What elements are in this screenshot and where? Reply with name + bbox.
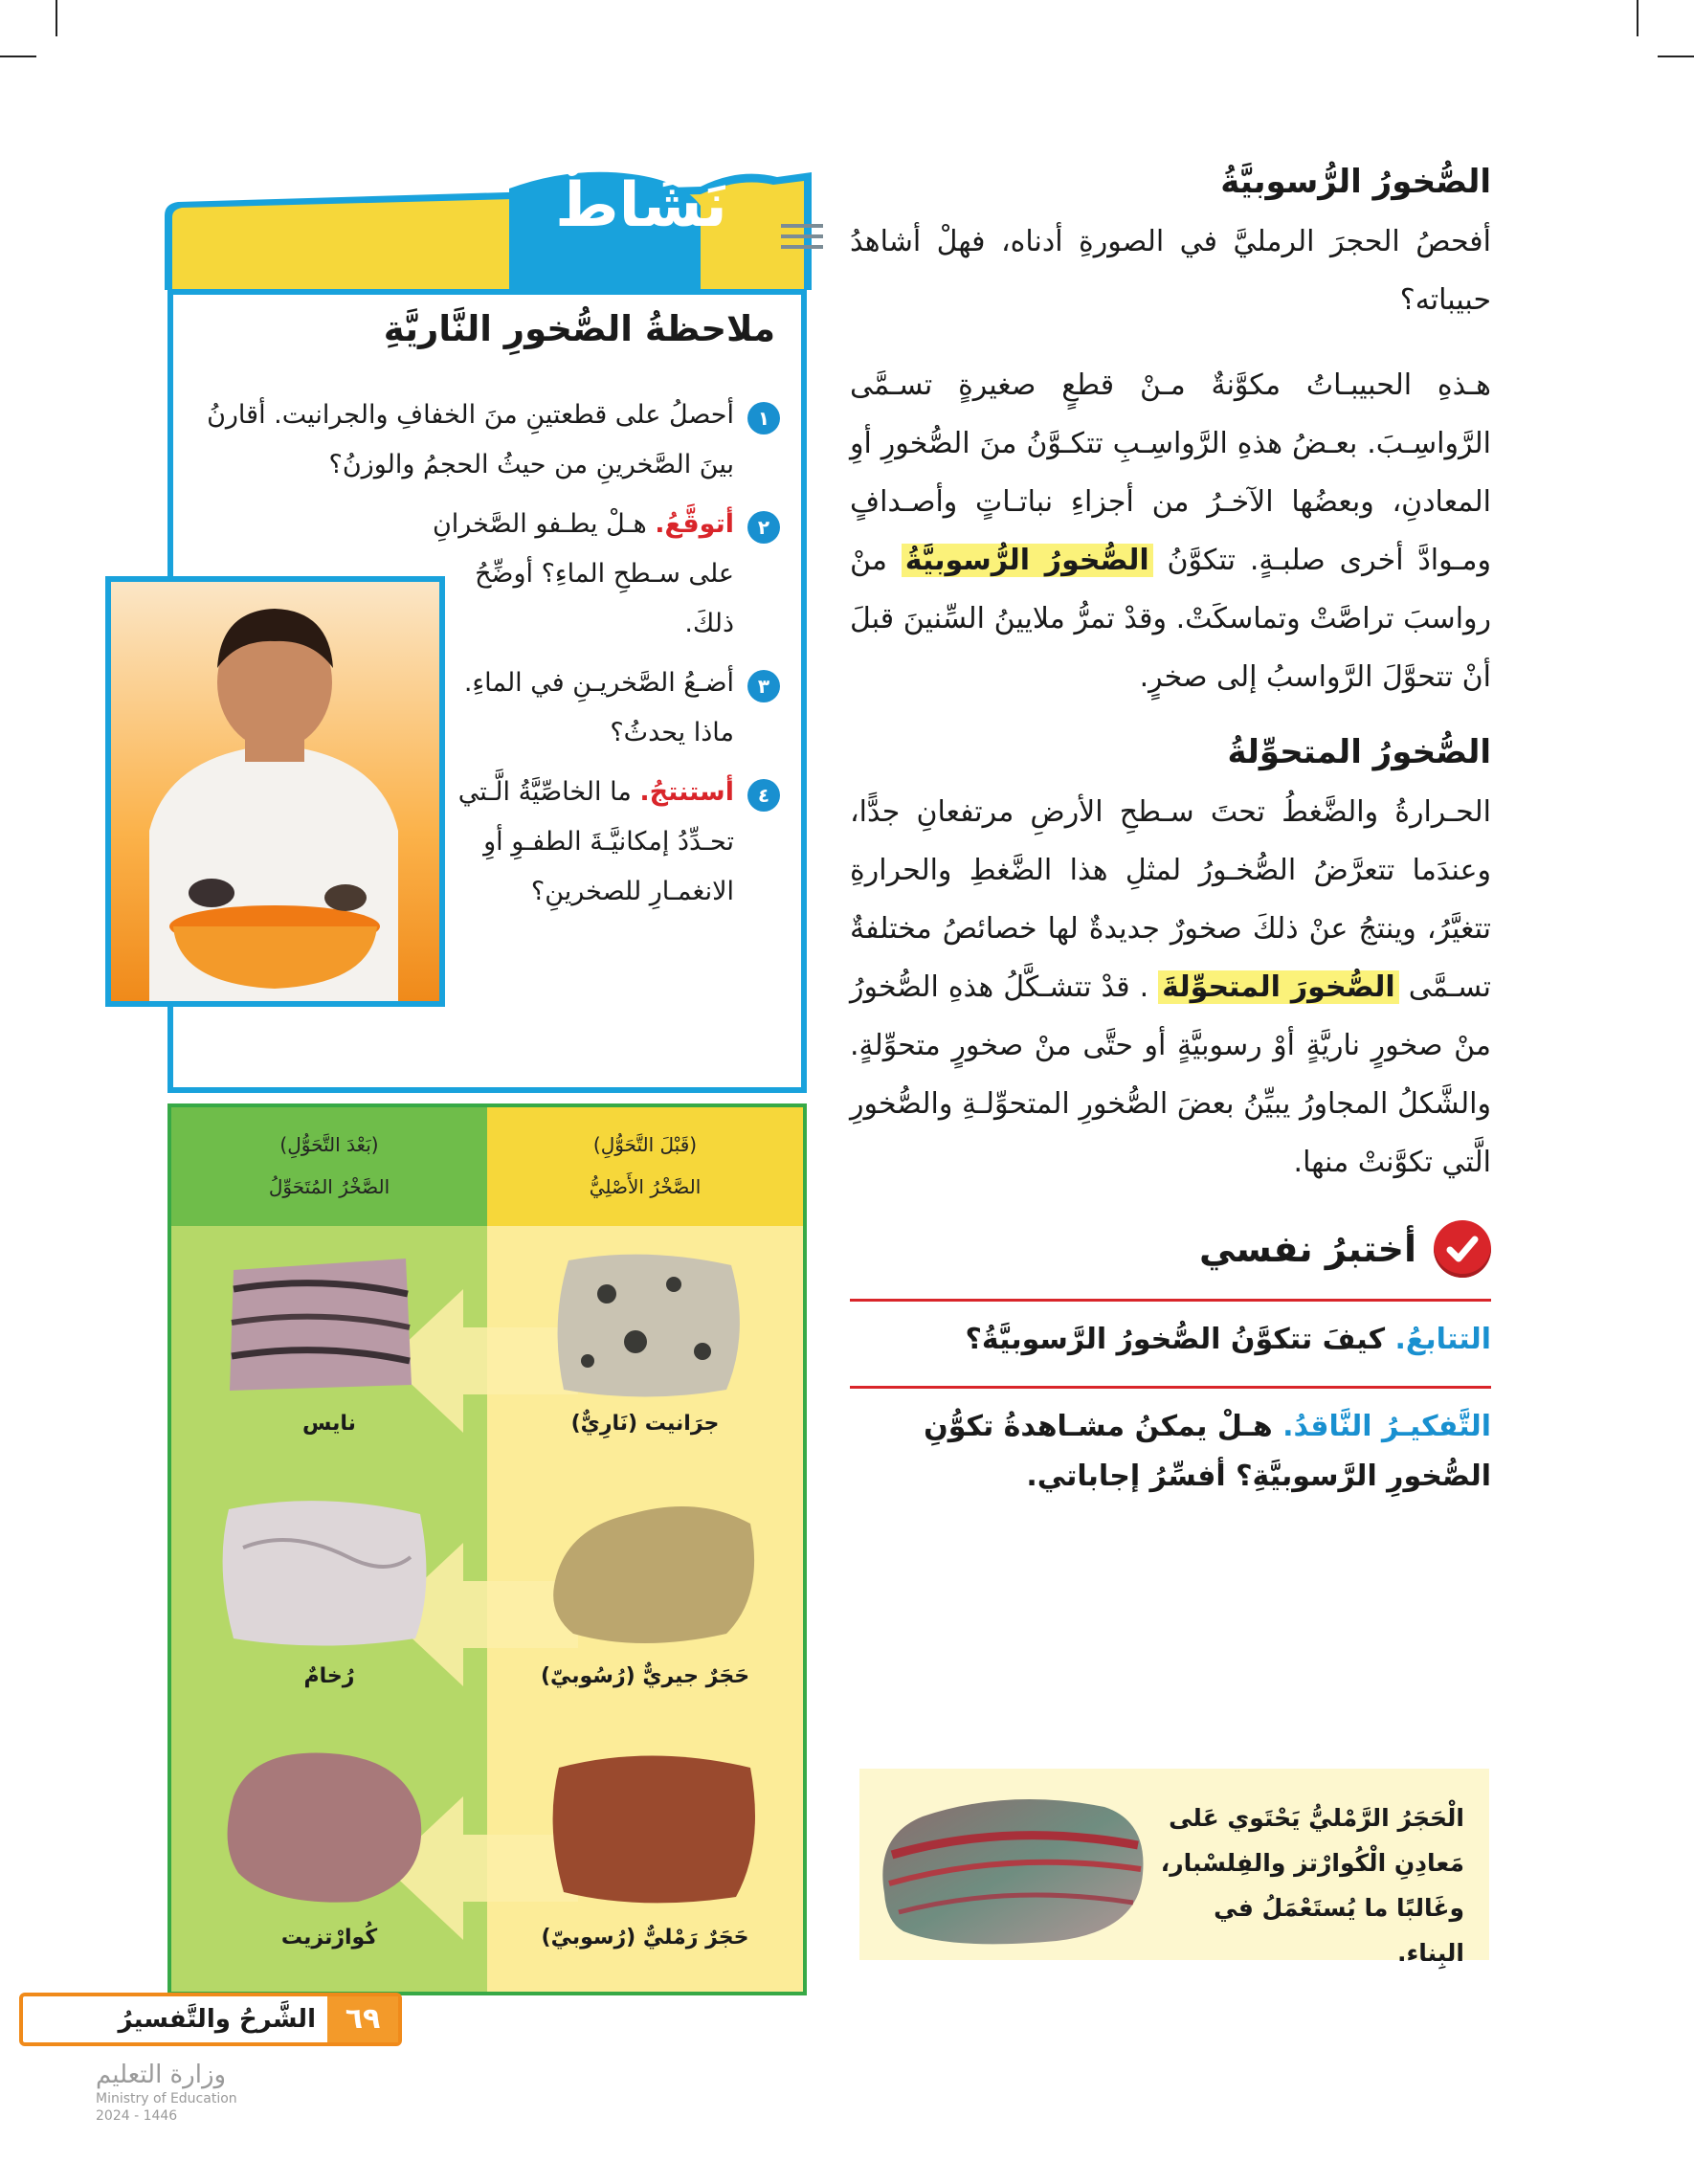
rock-label-sandstone: حَجَرٌ رَمْليٌّ (رُسوبيّ)	[541, 1926, 749, 1950]
ministry-name-en: Ministry of Education	[96, 2091, 237, 2106]
question-1-text: كيفَ تتكوَّنُ الصُّخورُ الرَّسوبيَّةُ؟	[965, 1323, 1386, 1356]
rock-label-marble: رُخامٌ	[303, 1664, 355, 1688]
metamorphic-body	[850, 783, 1491, 1192]
crop-mark	[56, 0, 57, 36]
sedimentary-term-highlight: الصُّخورُ الرُّسوبيَّةُ	[902, 544, 1153, 577]
step-text: هـلْ يطـفو الصَّخرانِ على سـطحِ الماءِ؟ أوضِّحُ ذلكَ.	[432, 509, 734, 638]
section-name: الشَّرحُ والتَّفسيرُ	[118, 2005, 316, 2034]
crop-mark	[0, 56, 36, 57]
activity-title	[384, 308, 775, 349]
step-label: أستنتجُ.	[639, 777, 734, 807]
step-text: أحصلُ على قطعتينِ منَ الخفافِ والجرانيت. أقارنُ بينَ الصَّخرينِ من حيثُ الحجمُ والوزنُ؟	[207, 400, 734, 479]
ministry-name-ar: وزارة التعليم	[96, 2061, 227, 2089]
sedimentary-body-text-end: منْ رواسبَ تراصَّتْ وتماسكَتْ. وقدْ تمرُّ ملايينُ السِّنينَ قبلَ أنْ تتحوَّلَ الرَّواسبُ إلى صخرٍ.	[850, 544, 1491, 694]
page-number-box	[327, 1996, 398, 2042]
after-header-line-2: الصَّخْرُ المُتَحَوِّلُ	[268, 1175, 390, 1198]
activity-step-3	[428, 658, 780, 758]
before-column-header	[487, 1107, 803, 1226]
student-photo	[105, 576, 445, 1007]
rock-transformation-table	[167, 1103, 807, 1995]
ministry-year: 2024 - 1446	[96, 2108, 178, 2124]
metamorphic-heading: الصُّخورُ المتحوِّلةُ	[1227, 733, 1491, 771]
sedimentary-body-text: هـذهِ الحبيبـاتُ مكوَّنةٌ مـنْ قطعٍ صغيرةٍ تسـمَّى الرَّواسِـبَ. بعـضُ هذهِ الرَّواسِـبِ تتكـوَّنُ منَ الصُّخورِ أوِ المعادنِ، وبعضُها الآخـرُ من أجزاءِ نباتـاتٍ وأصـدافٍ ومـوادَّ أخرى صلبـةٍ. تتكوَّنُ	[850, 368, 1491, 577]
granite-rock-image	[549, 1246, 750, 1404]
checkmark-icon	[1434, 1220, 1491, 1278]
page-number: ٦٩	[345, 2002, 381, 2036]
page-footer	[19, 1993, 402, 2050]
step-text: ما الخاصِّيَّةُ الَّـتي تحـدِّدُ إمكانيَّـةَ الطفـوِ أوِ الانغمـارِ للصخرينِ؟	[457, 777, 734, 906]
self-test-title: أختبرُ نفسي	[1198, 1228, 1416, 1270]
menu-lines-icon	[781, 222, 823, 251]
step-number: ٣	[747, 670, 780, 702]
marble-rock-image	[214, 1490, 435, 1653]
sandstone-image	[865, 1778, 1152, 1950]
sedimentary-heading: الصُّخورُ الرُّسوبيَّةُ	[1220, 163, 1491, 201]
step-label: أتوقَّعُ.	[655, 509, 734, 539]
metamorphic-term-highlight: الصُّخورَ المتحوِّلةَ	[1158, 970, 1399, 1004]
metamorphic-body-text: الحـرارةُ والضَّغطُ تحتَ سـطحِ الأرضِ مرتفعانِ جدًّا، وعندَما تتعرَّضُ الصُّخـورُ لمثلِ هذا الضَّغطِ والحرارةِ تتغيَّرُ، وينتجُ عنْ ذلكَ صخورٌ جديدةٌ لها خصائصُ مختلفةٌ تسـمَّى	[850, 795, 1492, 1004]
quartzite-rock-image	[214, 1739, 435, 1911]
gneiss-rock-image	[224, 1251, 415, 1394]
question-2-label: التَّفكيـرُ النَّاقدُ.	[1282, 1410, 1491, 1443]
after-header-line-1: (بَعْدَ التَّحَوُّلِ)	[279, 1133, 379, 1156]
step-number: ٤	[747, 779, 780, 812]
metamorphic-body-text-end: . قدْ تتشـكَّلُ هذهِ الصُّخورُ منْ صخورٍ ناريَّةٍ أوْ رسوبيَّةٍ أو حتَّى منْ صخورٍ متحوِّلةٍ. والشَّكلُ المجاورُ يبيِّنُ بعضَ الصُّخورِ المتحوِّلـةِ والصُّخورِ الَّتي تكوَّنتْ منها.	[850, 970, 1491, 1179]
rock-label-granite: جرَانيت (نَارِيٌّ)	[570, 1412, 720, 1436]
activity-banner-title: نَشَاطٌ	[555, 170, 727, 241]
activity-step-2	[428, 500, 780, 649]
after-column-header	[171, 1107, 487, 1226]
crop-mark	[1658, 56, 1694, 57]
limestone-rock-image	[545, 1490, 765, 1653]
self-test-question-1	[850, 1299, 1491, 1365]
sedimentary-body	[850, 356, 1491, 706]
activity-title-text: ملاحظةُ الصُّخورِ النَّاريَّةِ	[383, 308, 775, 349]
ministry-logo	[96, 2060, 325, 2125]
question-2-text: هـلْ يمكنُ مشـاهدةُ تكوُّنِ الصُّخورِ الرَّسوبيَّةِ؟ أفسِّرُ إجاباتي.	[924, 1410, 1491, 1493]
activity-step-4	[428, 768, 780, 917]
crop-mark	[1637, 0, 1638, 36]
step-number: ١	[747, 402, 780, 435]
main-text-column	[850, 163, 1491, 1502]
sandstone-caption: الْحَجَرُ الرَّمْليُّ يَحْتَوي عَلى مَعادِنِ الْكُوارْتز والفِلسْبار، وغَالبًا ما يُستَعْمَلُ في البِناء.	[1160, 1804, 1464, 1967]
red-sandstone-rock-image	[545, 1739, 765, 1911]
sandstone-figure	[859, 1769, 1489, 1967]
before-header-line-2: الصَّخْرُ الأَصْلِيُّ	[589, 1175, 702, 1198]
rock-label-gneiss: نايس	[302, 1412, 356, 1436]
sedimentary-intro: أفحصُ الحجرَ الرمليَّ في الصورةِ أدناه، فهلْ أشاهدُ حبيباته؟	[850, 225, 1491, 317]
rock-label-quartzite: كُوارْتزيت	[280, 1926, 378, 1950]
rock-label-limestone: حَجَرٌ جيريٌّ (رُسُوبيّ)	[540, 1664, 750, 1688]
step-text: أضـعُ الصَّخريـنِ في الماءِ. ماذا يحدثُ؟	[463, 668, 734, 747]
question-1-label: التتابعُ.	[1394, 1323, 1491, 1356]
self-test-question-2	[850, 1386, 1491, 1502]
self-test-header	[850, 1220, 1491, 1278]
before-header-line-1: (قَبْلَ التَّحَوُّلِ)	[592, 1133, 698, 1156]
activity-step-1	[206, 390, 780, 490]
step-number: ٢	[747, 511, 780, 544]
